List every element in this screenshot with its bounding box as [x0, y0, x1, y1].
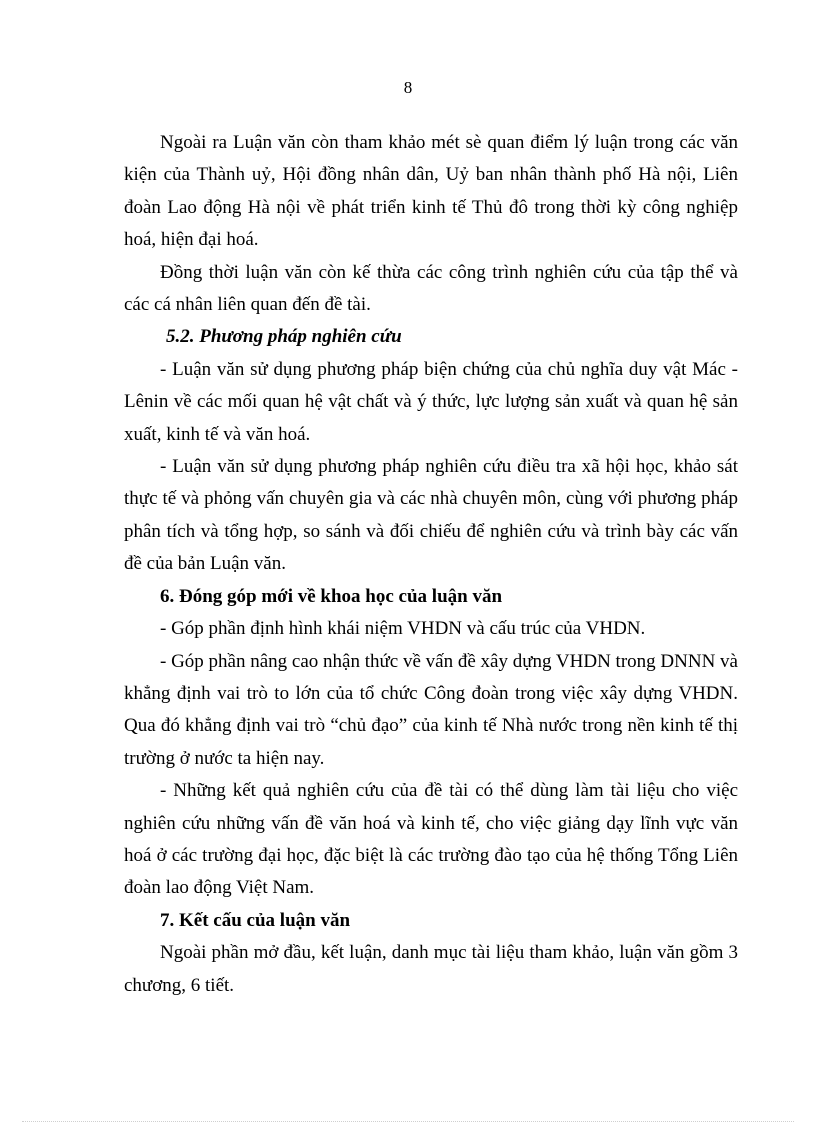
- paragraph-structure: Ngoài phần mở đầu, kết luận, danh mục tài liệu tham khảo, luận văn gồm 3 chương, 6 tiết.: [124, 942, 738, 996]
- paragraph-contribution-concept: - Góp phần định hình khái niệm VHDN và cấu trúc của VHDN.: [160, 618, 646, 640]
- paragraph-references: Ngoài ra Luận văn còn tham khảo mét sè quan điểm lý luận trong các văn kiện của Thành uỷ, Hội đồng nhân dân, Uỷ ban nhân thành phố Hà nội, Liên đoàn Lao động Hà nội về phát triển kinh tế Thủ đô trong thời kỳ công nghiệp hoá, hiện đại hoá.: [124, 132, 738, 251]
- paragraph-method-dialectic: - Luận văn sử dụng phương pháp biện chứng của chủ nghĩa duy vật Mác - Lênin về các mối quan hệ vật chất và ý thức, lực lượng sản xuất và quan hệ sản xuất, kinh tế và văn hoá.: [124, 358, 738, 445]
- page-number: 8: [403, 78, 413, 97]
- paragraph-contribution-results: - Những kết quả nghiên cứu của đề tài có thể dùng làm tài liệu cho việc nghiên cứu những vấn đề văn hoá và kinh tế, cho việc giảng dạy lĩnh vực văn hoá ở các trường đại học, đặc biệt là các trường đào tạo của hệ thống Tổng Liên đoàn lao động Việt Nam.: [124, 780, 738, 899]
- document-body: [124, 127, 738, 1002]
- paragraph-contribution-awareness: - Góp phần nâng cao nhận thức về vấn đề xây dựng VHDN trong DNNN và khẳng định vai trò to lớn của tổ chức Công đoàn trong việc xây dựng VHDN. Qua đó khẳng định vai trò “chủ đạo” của kinh tế Nhà nước trong nền kinh tế thị trường ở nước ta hiện nay.: [124, 650, 738, 769]
- heading-contributions: 6. Đóng góp mới về khoa học của luận văn: [160, 585, 503, 607]
- heading-structure: 7. Kết cấu của luận văn: [160, 909, 351, 931]
- paragraph-method-survey: - Luận văn sử dụng phương pháp nghiên cứu điều tra xã hội học, khảo sát thực tế và phỏng vấn chuyên gia và các nhà chuyên môn, cùng với phương pháp phân tích và tổng hợp, so sánh và đối chiếu để nghiên cứu và trình bày các vấn đề của bản Luận văn.: [124, 456, 738, 575]
- heading-research-method: 5.2. Phương pháp nghiên cứu: [166, 326, 402, 348]
- page-bottom-divider: [22, 1121, 794, 1122]
- paragraph-inheritance: Đồng thời luận văn còn kế thừa các công trình nghiên cứu của tập thể và các cá nhân liên quan đến đề tài.: [124, 261, 738, 316]
